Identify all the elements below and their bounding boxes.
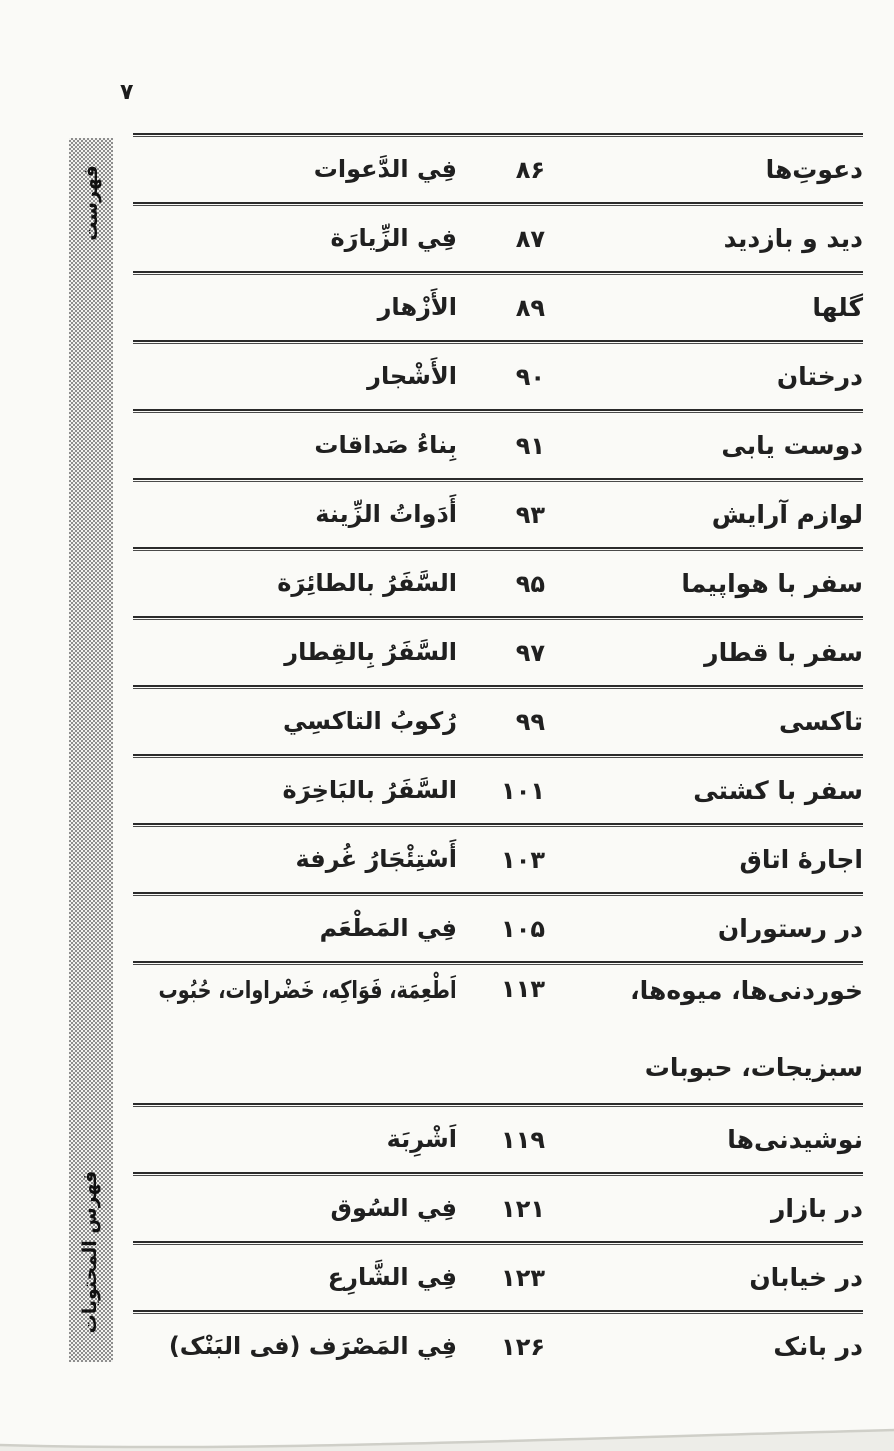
sidebar-label-top: فهرست: [80, 165, 102, 241]
toc-row-title-fa: [545, 975, 863, 1084]
toc-row-page-number: ۱۱۹: [501, 1126, 545, 1154]
toc-row-title-fa-line1: در بانک: [773, 1331, 863, 1361]
toc-row-page-number: ۱۱۳: [501, 975, 545, 1003]
toc-row-title-fa: [545, 844, 863, 877]
toc-row-title-fa-line1: تاکسی: [778, 706, 863, 736]
toc-row-page-number: ۱۲۶: [501, 1333, 545, 1361]
toc-row-title-fa-line1: خوردنی‌ها، میوه‌ها،: [630, 976, 863, 1005]
toc-row: [133, 616, 863, 685]
toc-row-title-fa-line1: سفر با قطار: [704, 637, 863, 667]
toc-row-title-ar: بِناءُ صَداقات: [314, 431, 457, 460]
toc-row-page-number: ۹۷: [515, 639, 545, 667]
toc-row-title-fa: [545, 292, 863, 325]
toc-row-title-fa: [545, 499, 863, 532]
row-divider: [133, 409, 863, 413]
row-divider: [133, 340, 863, 344]
toc-row-title-ar: السَّفَرُ بالطائِرَة: [277, 569, 457, 598]
row-divider: [133, 961, 863, 965]
page-number: ۷: [120, 80, 134, 105]
toc-row-title-fa-line1: دید و بازدید: [723, 223, 863, 253]
row-divider: [133, 1103, 863, 1107]
toc-row: [133, 202, 863, 271]
row-divider: [133, 1172, 863, 1176]
sidebar-label-bottom: فهرس المحتويات: [79, 1170, 101, 1334]
toc-row-title-fa: [545, 361, 863, 394]
toc-row-title-ar: الأَشْجار: [367, 362, 457, 391]
toc-row: [133, 478, 863, 547]
toc-row-title-ar: اَطْعِمَة، فَوَاكِه، خَضْراوات، حُبُوب: [158, 976, 457, 1004]
row-divider: [133, 823, 863, 827]
toc-row-title-ar: السَّفَرُ بالبَاخِرَة: [282, 776, 457, 805]
toc-row-title-ar: السَّفَرُ بِالقِطار: [284, 638, 457, 667]
toc-row-title-fa: [545, 1262, 863, 1295]
toc-row: [133, 133, 863, 202]
toc-row-title-fa: [545, 913, 863, 946]
toc-row-title-fa-line1: دوست یابی: [721, 430, 863, 460]
toc-row-page-number: ۱۲۱: [501, 1195, 545, 1223]
toc-row-page-number: ۸۹: [515, 294, 545, 322]
toc-row-title-ar: فِي السُوق: [330, 1194, 457, 1223]
toc-row-title-fa: [545, 568, 863, 601]
toc-row-title-ar: اَشْرِبَة: [386, 1125, 457, 1154]
toc-row-page-number: ۸۷: [515, 225, 545, 253]
toc-row: [133, 547, 863, 616]
toc-row-title-fa: [545, 1193, 863, 1226]
toc-row-page-number: ۱۲۳: [501, 1264, 545, 1292]
row-divider: [133, 685, 863, 689]
toc-row-title-ar: فِي الزِّيارَة: [330, 224, 457, 253]
toc-row: [133, 892, 863, 961]
toc-row: [133, 1172, 863, 1241]
row-divider: [133, 271, 863, 275]
toc-row-page-number: ۹۳: [515, 501, 545, 529]
page-curl-shadow: [0, 1421, 894, 1451]
toc-row-page-number: ۹۹: [515, 708, 545, 736]
row-divider: [133, 478, 863, 482]
row-divider: [133, 133, 863, 137]
toc-row-page-number: ۱۰۵: [501, 915, 545, 943]
toc-row-title-fa: [545, 1124, 863, 1157]
toc-row-title-fa-line1: سفر با هواپیما: [681, 568, 863, 598]
toc-row-title-fa-line2: سبزیجات، حبوبات: [644, 1052, 863, 1082]
toc-row-title-fa: [545, 1331, 863, 1364]
toc-row-title-ar: فِي الشَّارِع: [327, 1263, 457, 1292]
toc-row-page-number: ۹۵: [515, 570, 545, 598]
toc-row-title-ar: فِي المَصْرَف (فی البَنْک): [168, 1332, 457, 1361]
toc-row-title-fa: [545, 223, 863, 256]
row-divider: [133, 1241, 863, 1245]
row-divider: [133, 1310, 863, 1314]
toc-row-page-number: ۱۰۱: [501, 777, 545, 805]
row-divider: [133, 547, 863, 551]
toc-row-page-number: ۹۱: [515, 432, 545, 460]
toc-row-title-fa-line1: در خیابان: [749, 1262, 863, 1292]
toc-row-title-fa: [545, 637, 863, 670]
toc-row-page-number: ۸۶: [515, 156, 545, 184]
toc-table: [133, 133, 863, 1379]
toc-row: [133, 754, 863, 823]
toc-row-title-fa-line1: در بازار: [770, 1193, 863, 1223]
toc-row: [133, 961, 863, 1103]
toc-row: [133, 340, 863, 409]
toc-row: [133, 1241, 863, 1310]
toc-row-title-ar: الأَزْهار: [377, 293, 457, 322]
toc-row-title-ar: فِي المَطْعَم: [319, 914, 457, 943]
toc-row-title-ar: أَدَواتُ الزِّينة: [315, 500, 457, 529]
toc-row-title-ar: فِي الدَّعوات: [313, 155, 457, 184]
toc-row-title-fa-line1: درختان: [776, 361, 863, 391]
toc-row-title-fa-line1: لوازم آرایش: [711, 499, 863, 529]
toc-row-title-fa-line1: اجارهٔ اتاق: [739, 844, 863, 874]
toc-row-title-fa-line1: نوشیدنی‌ها: [727, 1124, 863, 1154]
row-divider: [133, 202, 863, 206]
row-divider: [133, 892, 863, 896]
toc-row-page-number: ۹۰: [515, 363, 545, 391]
toc-row: [133, 823, 863, 892]
toc-row-title-fa-line1: سفر با کشتی: [693, 775, 863, 805]
toc-row-title-fa: [545, 706, 863, 739]
toc-row: [133, 271, 863, 340]
toc-row-title-fa-line1: در رستوران: [717, 913, 863, 943]
toc-row-title-ar: أَسْتِئْجَارُ غُرفة: [295, 845, 457, 874]
row-divider: [133, 616, 863, 620]
toc-row-title-fa-line1: گلها: [812, 292, 863, 322]
toc-row: [133, 1310, 863, 1379]
row-divider: [133, 754, 863, 758]
toc-row-title-fa: [545, 430, 863, 463]
toc-row-page-number: ۱۰۳: [501, 846, 545, 874]
toc-row: [133, 685, 863, 754]
toc-row-title-fa: [545, 775, 863, 808]
toc-row: [133, 1103, 863, 1172]
toc-row-title-fa-line1: دعوتِ‌ها: [765, 154, 863, 184]
toc-row-title-fa: [545, 154, 863, 187]
toc-row: [133, 409, 863, 478]
toc-row-title-ar: رُكوبُ التاكسِي: [283, 707, 457, 736]
